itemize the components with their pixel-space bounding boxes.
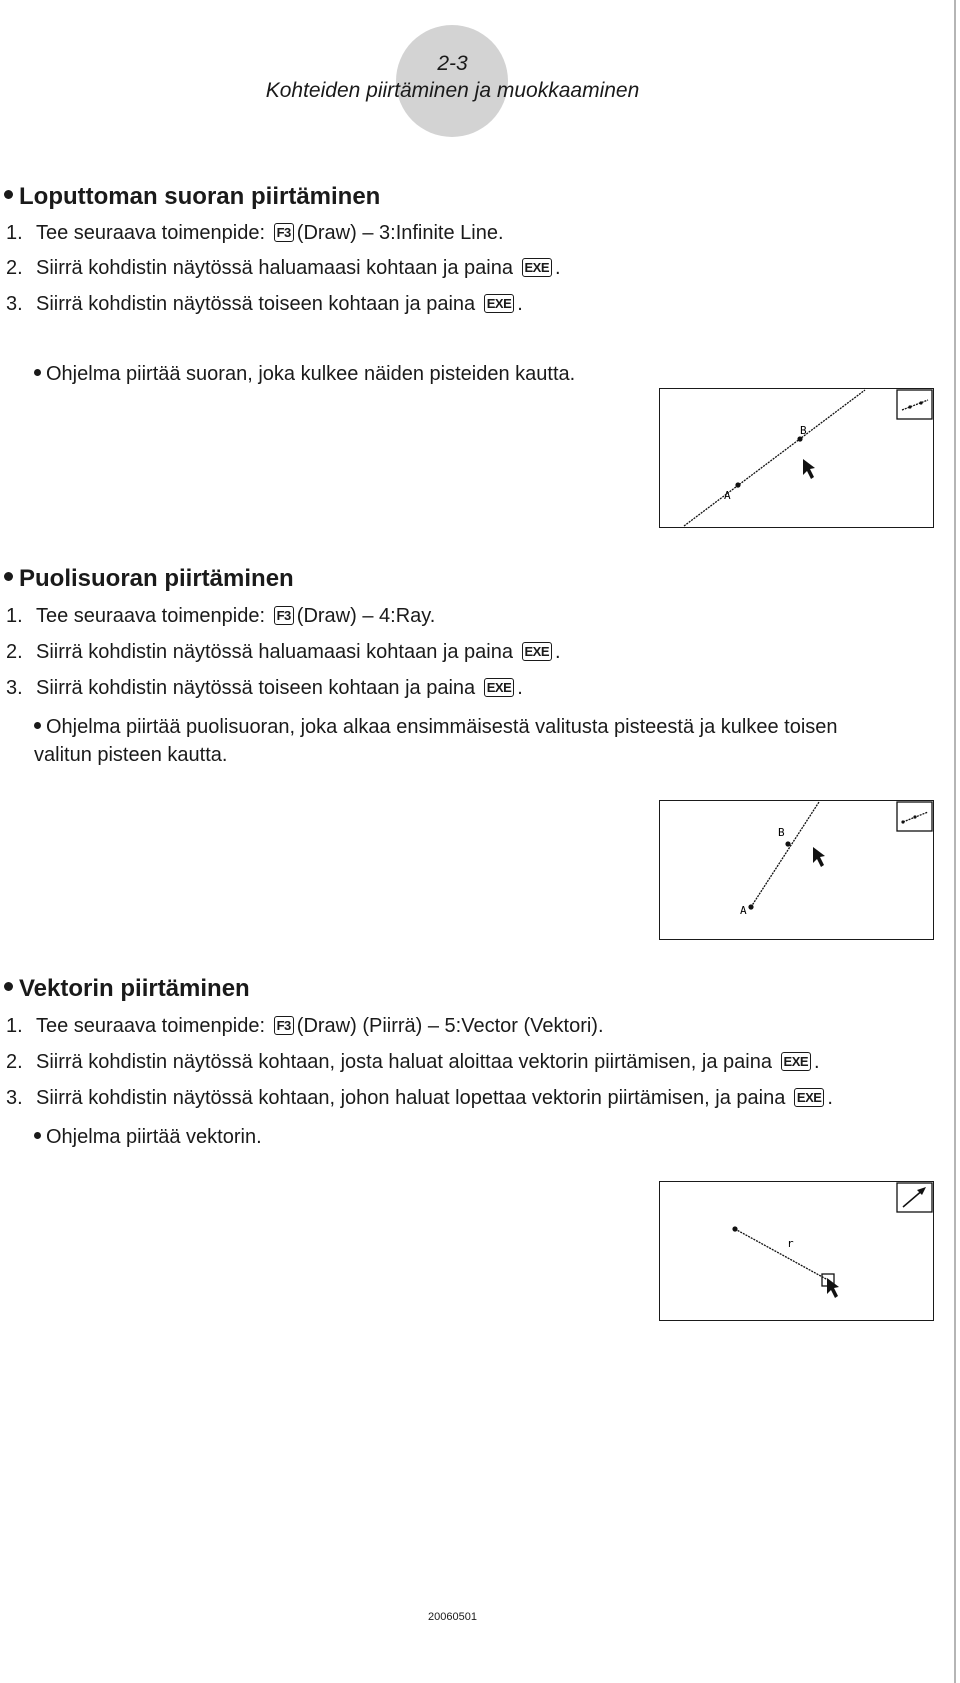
pointer-cursor-icon: [813, 847, 825, 867]
point-a-label: A: [740, 904, 747, 917]
exe-key: EXE: [484, 678, 515, 697]
screen-graphic: [660, 1182, 933, 1320]
point-b-label: B: [778, 826, 785, 839]
note-bullet-icon: [34, 369, 41, 376]
step-3: 3. Siirrä kohdistin näytössä kohtaan, johon haluat lopettaa vektorin piirtämisen, ja paina EXE .: [6, 1087, 833, 1109]
ray-line: [751, 802, 819, 907]
exe-key: EXE: [781, 1052, 812, 1071]
vector-start-point: [732, 1226, 737, 1231]
screen-graphic: [660, 389, 933, 527]
screen-infinite-line: [659, 388, 934, 528]
f3-key: F3: [274, 1016, 294, 1035]
step-3: 3. Siirrä kohdistin näytössä toiseen kohtaan ja paina EXE .: [6, 677, 523, 699]
step-1: 1. Tee seuraava toimenpide: F3 (Draw) (Piirrä) – 5:Vector (Vektori).: [6, 1015, 604, 1037]
vector-label: r: [787, 1237, 794, 1250]
exe-key: EXE: [522, 258, 553, 277]
step-3: 3. Siirrä kohdistin näytössä toiseen kohtaan ja paina EXE .: [6, 293, 523, 315]
step-1: 1. Tee seuraava toimenpide: F3 (Draw) – 3:Infinite Line.: [6, 222, 504, 244]
section-number: 2-3: [437, 52, 468, 75]
point-b: [785, 841, 790, 846]
step-2: 2. Siirrä kohdistin näytössä haluamaasi kohtaan ja paina EXE .: [6, 641, 561, 663]
exe-key: EXE: [484, 294, 515, 313]
f3-key: F3: [274, 606, 294, 625]
bullet-icon: [4, 190, 13, 199]
vector-line: [735, 1229, 828, 1280]
pointer-cursor-icon: [827, 1278, 839, 1298]
heading-vector: Vektorin piirtäminen: [4, 975, 250, 1003]
point-a-label: A: [724, 489, 731, 502]
exe-key: EXE: [794, 1088, 825, 1107]
footer-code: 20060501: [428, 1611, 477, 1623]
step-2: 2. Siirrä kohdistin näytössä kohtaan, josta haluat aloittaa vektorin piirtämisen, ja paina EXE .: [6, 1051, 820, 1073]
exe-key: EXE: [522, 642, 553, 661]
heading-ray: Puolisuoran piirtäminen: [4, 565, 294, 593]
screen-graphic: [660, 801, 933, 939]
point-a: [735, 482, 740, 487]
point-b-label: B: [800, 424, 807, 437]
note: Ohjelma piirtää suoran, joka kulkee näiden pisteiden kautta.: [34, 360, 894, 388]
note: Ohjelma piirtää vektorin.: [34, 1123, 894, 1151]
point-a: [748, 904, 753, 909]
point-b: [797, 436, 802, 441]
screen-vector: [659, 1181, 934, 1321]
section-title: Kohteiden piirtäminen ja muokkaaminen: [265, 79, 640, 102]
heading-infinite-line: Loputtoman suoran piirtäminen: [4, 183, 380, 211]
bullet-icon: [4, 982, 13, 991]
step-1: 1. Tee seuraava toimenpide: F3 (Draw) – 4:Ray.: [6, 605, 436, 627]
step-2: 2. Siirrä kohdistin näytössä haluamaasi kohtaan ja paina EXE .: [6, 257, 561, 279]
screen-ray: [659, 800, 934, 940]
bullet-icon: [4, 572, 13, 581]
infinite-line: [684, 390, 865, 526]
note: Ohjelma piirtää puolisuoran, joka alkaa ensimmäisestä valitusta pisteestä ja kulkee toisen valitun pisteen kautta.: [34, 716, 838, 766]
note-bullet-icon: [34, 1132, 41, 1139]
f3-key: F3: [274, 223, 294, 242]
page-edge-rule: [954, 0, 956, 1683]
note-bullet-icon: [34, 722, 41, 729]
pointer-cursor-icon: [803, 459, 815, 479]
